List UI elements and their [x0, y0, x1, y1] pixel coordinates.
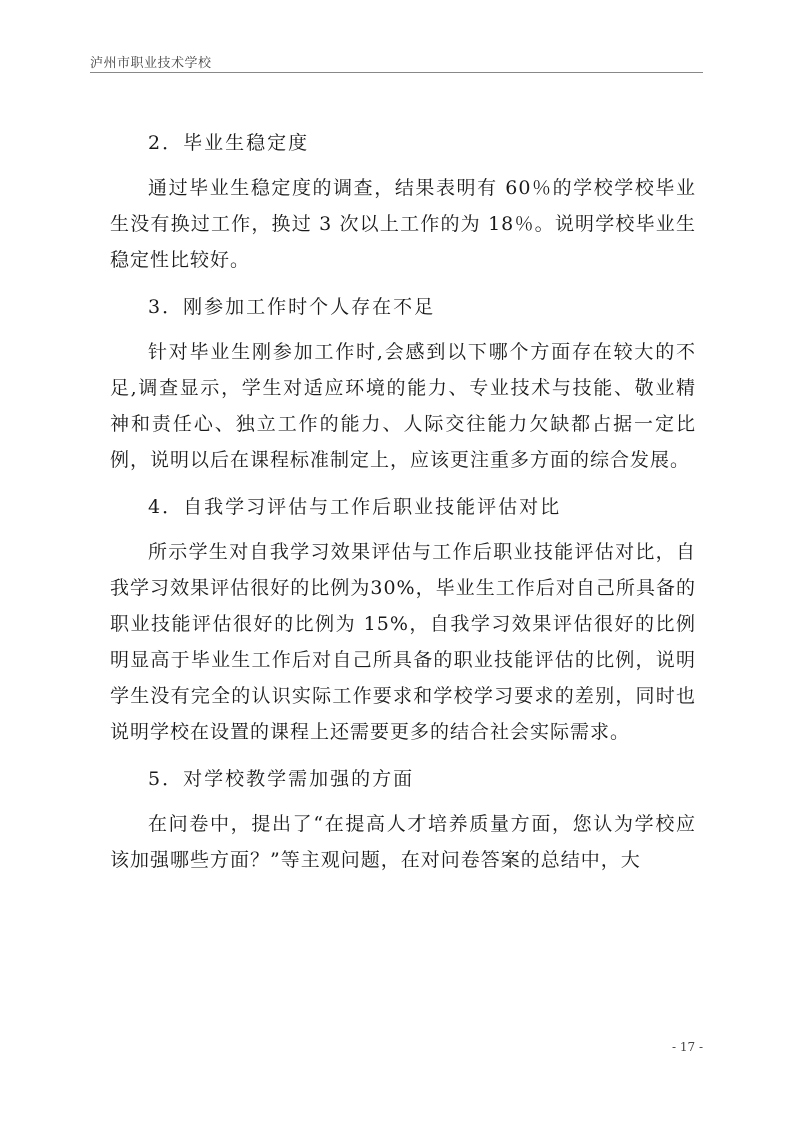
section-paragraph-teaching-improvement: 在问卷中，提出了“在提高人才培养质量方面，您认为学校应该加强哪些方面？”等主观问题，在对问卷答案的总结中，大 — [110, 813, 696, 871]
page-number: - 17 - — [672, 1040, 704, 1054]
section-heading-teaching-improvement: 5．对学校教学需加强的方面 — [148, 768, 415, 790]
document-body — [110, 124, 696, 888]
header-divider — [90, 72, 703, 73]
school-name-header: 泸州市职业技术学校 — [90, 56, 212, 71]
section-heading-personal-shortcomings: 3．刚参加工作时个人存在不足 — [148, 296, 436, 318]
section-paragraph-graduate-stability: 通过毕业生稳定度的调查，结果表明有 60％的学校学校毕业生没有换过工作，换过 3 次以上工作的为 18％。说明学校毕业生稳定性比较好。 — [110, 177, 696, 271]
section-heading-graduate-stability: 2．毕业生稳定度 — [148, 132, 310, 154]
section-heading-evaluation-comparison: 4．自我学习评估与工作后职业技能评估对比 — [148, 496, 562, 518]
section-paragraph-personal-shortcomings: 针对毕业生刚参加工作时,会感到以下哪个方面存在较大的不足,调查显示，学生对适应环境的能力、专业技术与技能、敬业精神和责任心、独立工作的能力、人际交往能力欠缺都占据一定比例，说明以后在课程标准制定上，应该更注重多方面的综合发展。 — [110, 341, 696, 471]
section-paragraph-evaluation-comparison: 所示学生对自我学习效果评估与工作后职业技能评估对比，自我学习效果评估很好的比例为30%，毕业生工作后对自己所具备的职业技能评估很好的比例为 15%，自我学习效果评估很好的比例明显高于毕业生工作后对自己所具备的职业技能评估的比例，说明学生没有完全的认识实际工作要求和学校学习要求的差别，同时也说明学校在设置的课程上还需要更多的结合社会实际需求。 — [110, 541, 696, 743]
